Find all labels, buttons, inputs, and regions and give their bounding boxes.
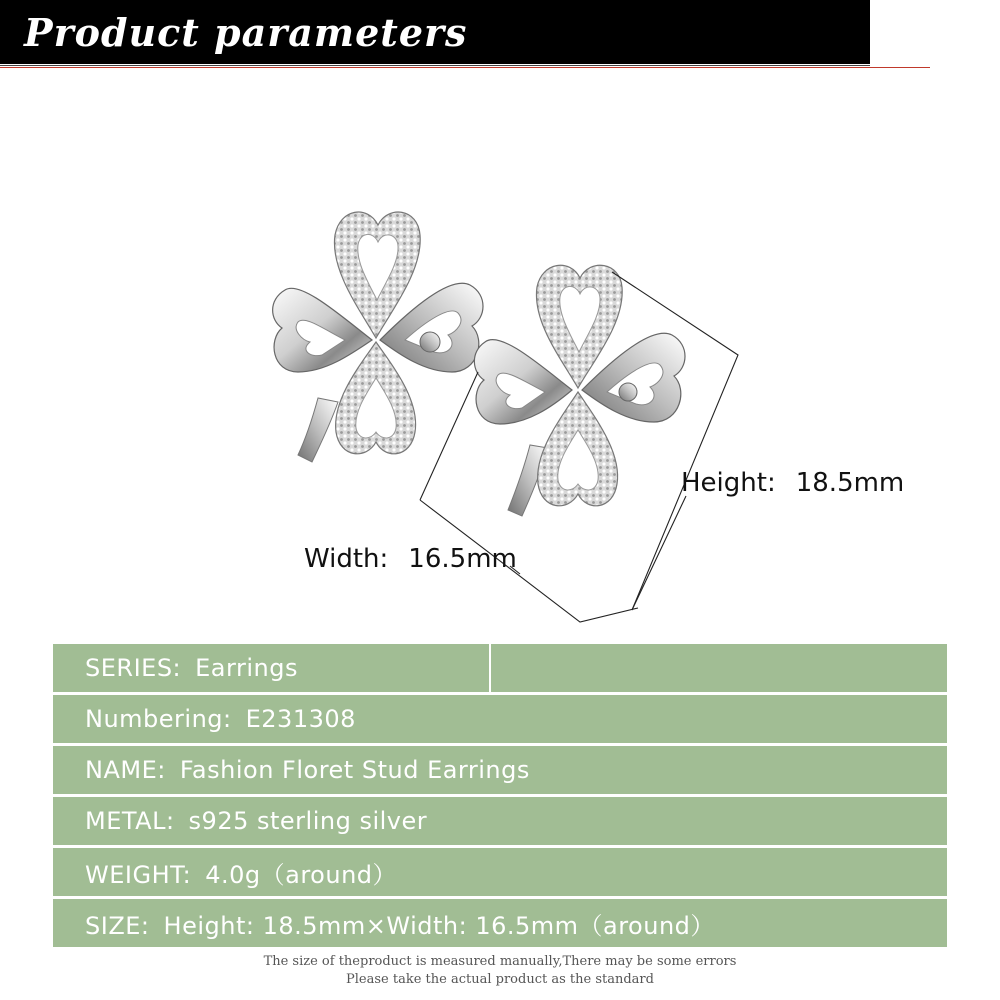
spec-table	[53, 644, 947, 950]
spec-row-metal	[53, 797, 947, 845]
height-label: Height:	[681, 468, 776, 498]
header-underline	[0, 65, 870, 66]
spec-value: Fashion Floret Stud Earrings	[179, 756, 530, 784]
spec-value: 4.0g（around）	[205, 860, 398, 889]
spec-row-name	[53, 746, 947, 794]
spec-row-size	[53, 899, 947, 947]
spec-key: Numbering:	[85, 705, 232, 733]
right-earring	[474, 265, 685, 516]
width-dimension-label	[304, 544, 517, 574]
spec-value: s925 sterling silver	[188, 807, 428, 835]
height-dimension-label	[681, 468, 904, 498]
left-earring	[273, 212, 483, 462]
spec-row-weight	[53, 848, 947, 896]
header-bar	[0, 0, 870, 64]
width-value: 16.5mm	[408, 544, 517, 574]
spec-key: METAL:	[85, 807, 175, 835]
spec-row-numbering	[53, 695, 947, 743]
spec-key: NAME:	[85, 756, 166, 784]
spec-value: Height: 18.5mm×Width: 16.5mm（around）	[163, 911, 715, 940]
page-title: Product parameters	[24, 10, 468, 55]
width-label: Width:	[304, 544, 389, 574]
spec-key: WEIGHT:	[85, 860, 192, 889]
series-divider	[489, 644, 491, 692]
height-value: 18.5mm	[795, 468, 905, 498]
spec-row-series	[53, 644, 947, 692]
footnote-line-1: The size of theproduct is measured manually,There may be some errors	[263, 954, 737, 969]
spec-key: SIZE:	[85, 911, 150, 940]
spec-value: Earrings	[195, 654, 298, 682]
header-accent-line	[0, 67, 930, 68]
footnote-line-2: Please take the actual product as the standard	[346, 972, 654, 987]
spec-key: SERIES:	[85, 654, 182, 682]
spec-value: E231308	[245, 705, 356, 733]
